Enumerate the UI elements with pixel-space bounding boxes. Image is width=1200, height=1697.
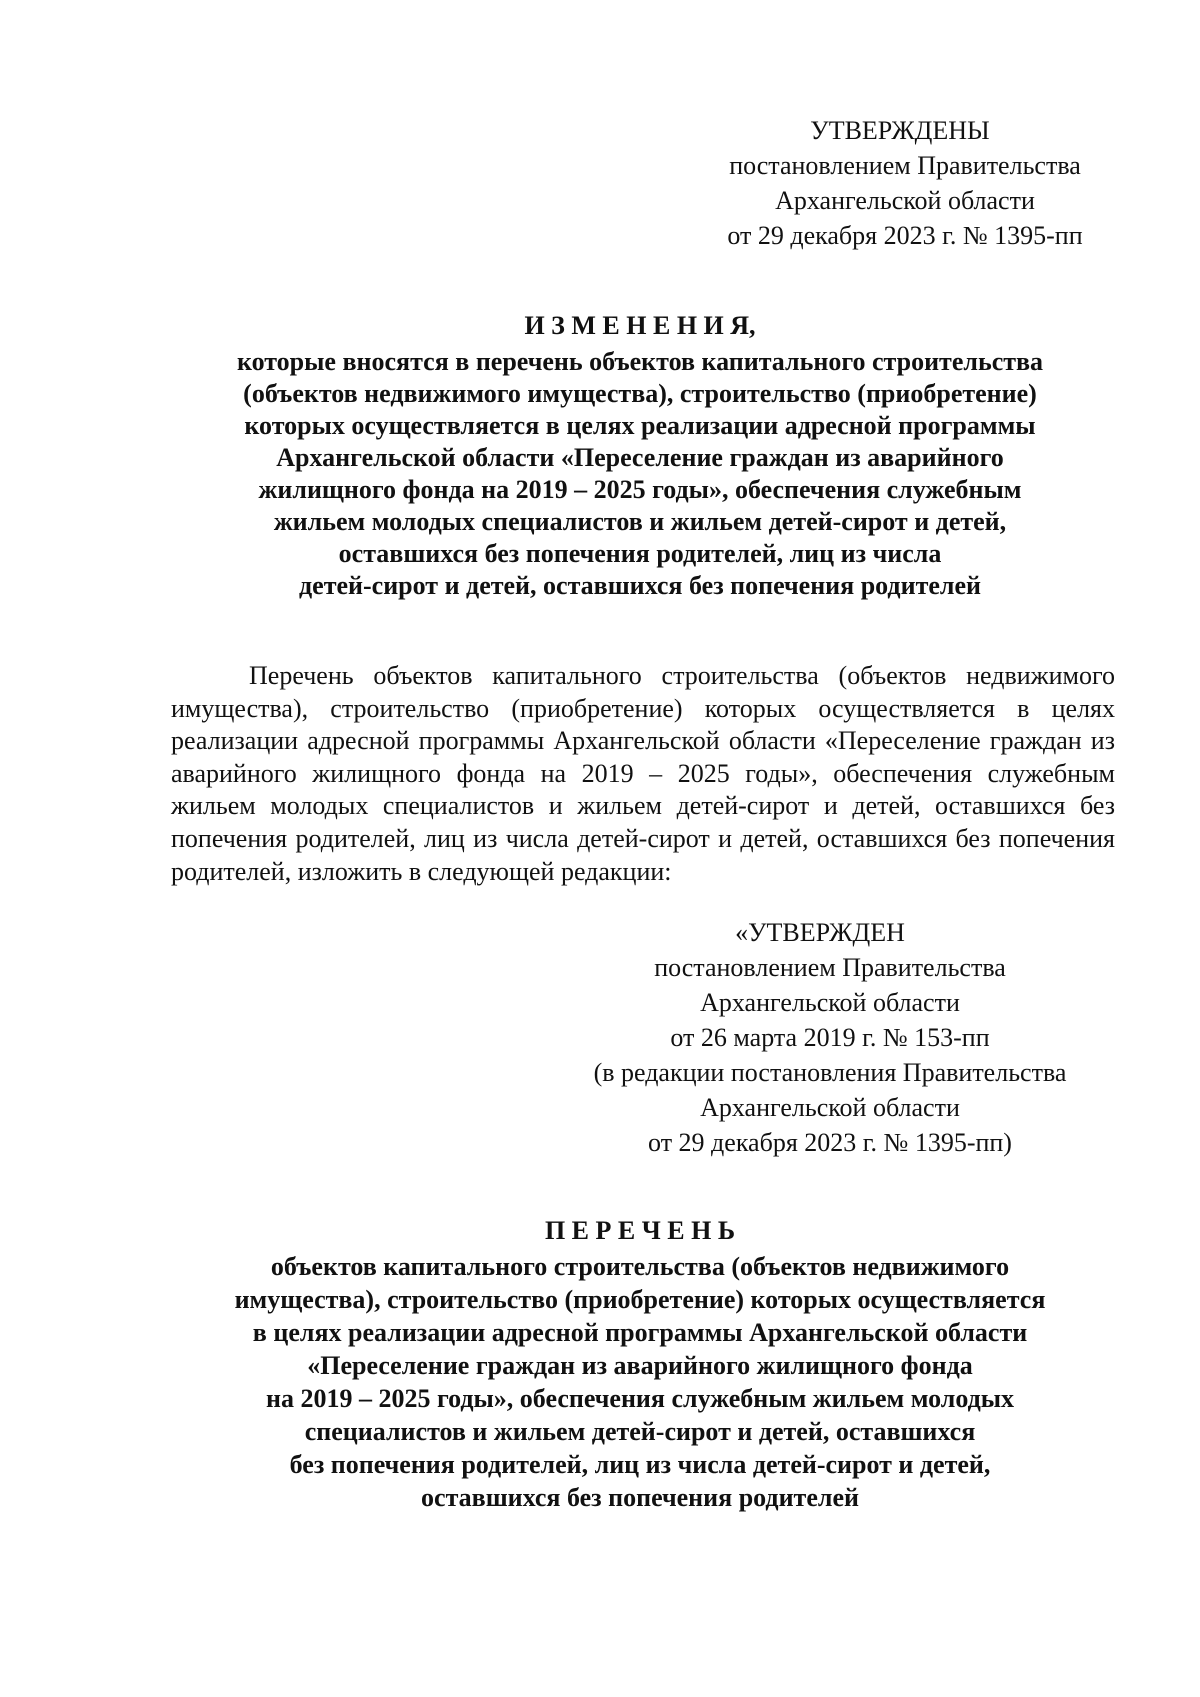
approval-second-line: Архангельской области bbox=[700, 1093, 960, 1122]
approval-top-line-3: Архангельской области bbox=[775, 186, 1035, 215]
changes-title-line: жилищного фонда на 2019 – 2025 годы», обеспечения служебным bbox=[258, 475, 1022, 504]
list-title-line: на 2019 – 2025 годы», обеспечения служебным жильем молодых bbox=[265, 1384, 1015, 1413]
approval-second-line: постановлением Правительства bbox=[654, 953, 1006, 982]
list-title-line: объектов капитального строительства (объектов недвижимого bbox=[270, 1252, 1010, 1281]
body-paragraph: Перечень объектов капитального строительства (объектов недвижимого имущества), строительство (приобретение) которых осуществляется в целях реализации адресной программы Архангельской области «Переселение граждан из аварийного жилищного фонда на 2019 – 2025 годы», обеспечения служебным жильем молодых специалистов и жильем детей-сирот и детей, оставшихся без попечения родителей, лиц из числа детей-сирот и детей, оставшихся без попечения родителей, изложить в следующей редакции: bbox=[171, 661, 1115, 886]
changes-title-line: жильем молодых специалистов и жильем детей-сирот и детей, bbox=[273, 507, 1007, 536]
changes-title-line: (объектов недвижимого имущества), строительство (приобретение) bbox=[243, 379, 1037, 408]
list-heading: П Е Р Е Ч Е Н Ь bbox=[544, 1216, 736, 1245]
changes-heading: И З М Е Н Е Н И Я, bbox=[524, 311, 756, 340]
changes-title-line: которых осуществляется в целях реализации адресной программы bbox=[244, 411, 1036, 440]
approval-second-line: «УТВЕРЖДЕН bbox=[735, 918, 905, 947]
approval-second-line: Архангельской области bbox=[700, 988, 960, 1017]
changes-title-line: Архангельской области «Переселение граждан из аварийного bbox=[276, 443, 1004, 472]
list-title-line: имущества), строительство (приобретение) которых осуществляется bbox=[234, 1285, 1046, 1314]
list-title-line: специалистов и жильем детей-сирот и детей, оставшихся bbox=[304, 1417, 976, 1446]
changes-title-line: которые вносятся в перечень объектов капитального строительства bbox=[236, 347, 1044, 376]
approval-second-line: от 26 марта 2019 г. № 153-пп bbox=[670, 1023, 990, 1052]
approval-top-line-2: постановлением Правительства bbox=[729, 151, 1081, 180]
list-title-line: без попечения родителей, лиц из числа детей-сирот и детей, bbox=[289, 1450, 991, 1479]
approval-top-line-1: УТВЕРЖДЕНЫ bbox=[810, 116, 990, 145]
list-title-line: в целях реализации адресной программы Архангельской области bbox=[252, 1318, 1028, 1347]
changes-title-line: детей-сирот и детей, оставшихся без попечения родителей bbox=[299, 571, 981, 600]
approval-top-line-4: от 29 декабря 2023 г. № 1395-пп bbox=[727, 221, 1083, 250]
approval-second-line: (в редакции постановления Правительства bbox=[593, 1058, 1067, 1087]
changes-title-line: оставшихся без попечения родителей, лиц из числа bbox=[338, 539, 942, 568]
list-title-line: «Переселение граждан из аварийного жилищного фонда bbox=[307, 1351, 973, 1380]
list-title-line: оставшихся без попечения родителей bbox=[421, 1483, 859, 1512]
approval-second-line: от 29 декабря 2023 г. № 1395-пп) bbox=[648, 1128, 1012, 1157]
